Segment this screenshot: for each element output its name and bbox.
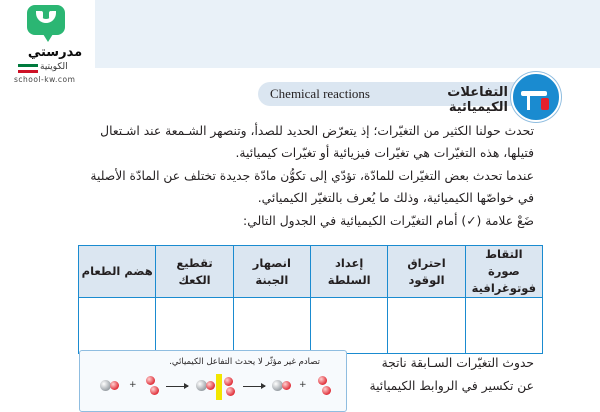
side-text-line-2: عن تكسير في الروابط الكيميائية xyxy=(369,379,534,393)
molecule-icon xyxy=(226,387,235,396)
answer-cell[interactable] xyxy=(233,298,310,354)
molecule-icon xyxy=(318,376,327,385)
side-text-line-1: حدوث التغيّرات السـابقة ناتجة xyxy=(381,356,534,370)
kuwait-flag-icon xyxy=(18,64,38,73)
table-answer-row xyxy=(79,298,543,354)
collision-highlight-icon xyxy=(216,374,222,400)
molecule-icon xyxy=(146,376,155,385)
answer-cell[interactable] xyxy=(311,298,388,354)
table-header-row xyxy=(79,246,543,298)
reaction-arrow-icon xyxy=(166,386,188,387)
plus-sign-icon: + xyxy=(299,380,307,390)
molecule-icon xyxy=(206,381,215,390)
collision-caption: تصادم غير مؤثّر لا يحدث التفاعل الكيميائي. xyxy=(169,357,320,367)
section-title-arabic: التفاعلات الكيميائية xyxy=(447,85,508,115)
body-line-4: في خواصّها الكيميائية، وذلك ما يُعرف بالتغيّر الكيميائي. xyxy=(257,191,534,205)
school-logo xyxy=(0,0,95,92)
molecule-icon xyxy=(322,386,331,395)
section-title-english: Chemical reactions xyxy=(270,86,370,101)
table-header-cell: التقاط صورة فوتوغرافية xyxy=(465,246,542,298)
table-header-cell: هضم الطعام xyxy=(79,246,156,298)
table-header-cell: تقطيع الكعك xyxy=(156,246,233,298)
table-header-cell: انصهار الجبنة xyxy=(233,246,310,298)
molecule-icon xyxy=(110,381,119,390)
molecule-icon xyxy=(282,381,291,390)
lab-icon xyxy=(511,72,561,122)
body-line-3: عندما تحدث بعض التغيّرات للمادّة، تؤدّي إلى تكوُّن مادّة جديدة تختلف عن المادّة الأصلية xyxy=(90,169,534,183)
logo-site-text: school-kw.com xyxy=(14,75,76,84)
logo-pin-icon xyxy=(43,34,53,42)
answer-cell[interactable] xyxy=(388,298,465,354)
logo-mark-icon xyxy=(27,5,65,35)
molecule-icon xyxy=(224,377,233,386)
logo-sub-text: الكويتية xyxy=(40,62,68,72)
answer-cell[interactable] xyxy=(156,298,233,354)
answer-cell[interactable] xyxy=(465,298,542,354)
molecule-icon xyxy=(150,386,159,395)
instruction-line: ضَعْ علامة (✓) أمام التغيّرات الكيميائية في الجدول التالي: xyxy=(243,214,534,228)
answer-cell[interactable] xyxy=(79,298,156,354)
body-line-2: فتيلها، هذه التغيّرات هي تغيّرات فيزيائية أو تغيّرات كيميائية. xyxy=(235,146,534,160)
reaction-arrow-icon xyxy=(243,386,265,387)
plus-sign-icon: + xyxy=(129,380,137,390)
chemical-changes-table xyxy=(78,245,543,354)
body-line-1: تحدث حولنا الكثير من التغيّرات؛ إذ يتعرّض الحديد للصدأ، وتنصهر الشـمعة عند اشـتعال xyxy=(100,124,534,138)
table-header-cell: احتراق الوقود xyxy=(388,246,465,298)
table-header-cell: إعداد السلطة xyxy=(311,246,388,298)
logo-brand-text: مدرستي xyxy=(27,45,83,60)
